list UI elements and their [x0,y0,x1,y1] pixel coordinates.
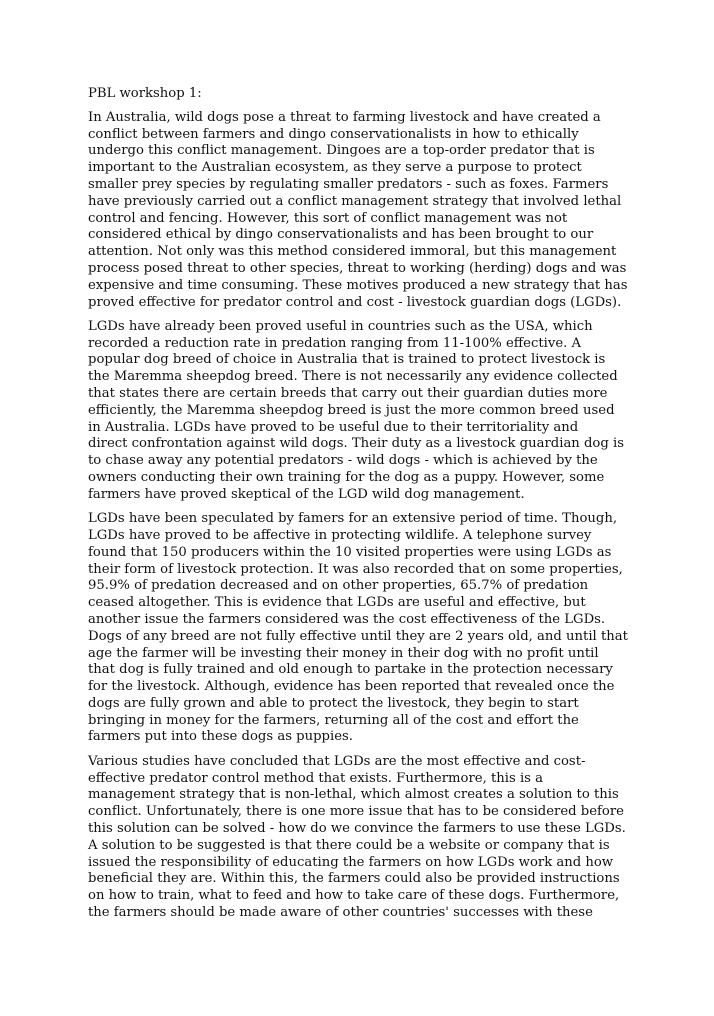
text-line: for the livestock. Although, evidence has been reported that revealed once the [88,679,615,695]
text-line: bringing in money for the farmers, returning all of the cost and effort the [88,712,579,728]
text-line: proved effective for predator control and cost - livestock guardian dogs (LGDs). [88,294,622,310]
text-line: Various studies have concluded that LGDs are the most effective and cost- [88,753,586,769]
text-line: management strategy that is non-lethal, which almost creates a solution to this [88,787,619,803]
body-paragraph [88,754,636,922]
text-line: that dog is fully trained and old enough to partake in the protection necessary [88,662,613,678]
text-line: LGDs have already been proved useful in countries such as the USA, which [88,318,593,334]
text-line: Dogs of any breed are not fully effective until they are 2 years old, and until that [88,628,628,644]
text-line: In Australia, wild dogs pose a threat to farming livestock and have created a [88,109,601,125]
text-line: efficiently, the Maremma sheepdog breed is just the more common breed used [88,402,615,418]
text-line: undergo this conflict management. Dingoes are a top-order predator that is [88,143,595,159]
document-body [88,110,636,922]
text-line: another issue the farmers considered was the cost effectiveness of the LGDs. [88,611,606,627]
text-line: smaller prey species by regulating smaller predators - such as foxes. Farmers [88,176,609,192]
text-line: A solution to be suggested is that there could be a website or company that is [88,837,610,853]
text-line: process posed threat to other species, threat to working (herding) dogs and was [88,260,627,276]
text-line: conflict. Unfortunately, there is one more issue that has to be considered before [88,804,624,820]
text-line: in Australia. LGDs have proved to be useful due to their territoriality and [88,419,579,435]
body-paragraph [88,110,636,312]
text-line: to chase away any potential predators - wild dogs - which is achieved by the [88,453,598,469]
text-line: farmers put into these dogs as puppies. [88,729,353,745]
body-paragraph [88,511,636,746]
text-line: conflict between farmers and dingo conservationalists in how to ethically [88,126,579,142]
text-line: their form of livestock protection. It was also recorded that on some properties, [88,561,623,577]
text-line: dogs are fully grown and able to protect the livestock, they begin to start [88,695,579,711]
text-line: considered ethical by dingo conservationalists and has been brought to our [88,227,594,243]
text-line: on how to train, what to feed and how to take care of these dogs. Furthermore, [88,888,620,904]
text-line: found that 150 producers within the 10 visited properties were using LGDs as [88,544,612,560]
text-line: important to the Australian ecosystem, as they serve a purpose to protect [88,160,582,176]
text-line: 95.9% of predation decreased and on other properties, 65.7% of predation [88,578,589,594]
text-line: this solution can be solved - how do we convince the farmers to use these LGDs. [88,820,626,836]
text-line: the Maremma sheepdog breed. There is not necessarily any evidence collected [88,369,618,385]
text-line: have previously carried out a conflict management strategy that involved lethal [88,193,622,209]
text-line: farmers have proved skeptical of the LGD wild dog management. [88,486,525,502]
text-line: expensive and time consuming. These motives produced a new strategy that has [88,277,628,293]
document-title: PBL workshop 1: [88,86,202,101]
text-line: effective predator control method that exists. Furthermore, this is a [88,770,543,786]
text-line: that states there are certain breeds that carry out their guardian duties more [88,386,608,402]
text-line: popular dog breed of choice in Australia that is trained to protect livestock is [88,352,606,368]
text-line: age the farmer will be investing their money in their dog with no profit until [88,645,599,661]
text-line: LGDs have proved to be affective in protecting wildlife. A telephone survey [88,527,592,543]
text-line: LGDs have been speculated by famers for an extensive period of time. Though, [88,511,618,527]
text-line: the farmers should be made aware of other countries' successes with these [88,904,593,920]
text-line: recorded a reduction rate in predation ranging from 11-100% effective. A [88,335,582,351]
text-line: control and fencing. However, this sort of conflict management was not [88,210,568,226]
text-line: attention. Not only was this method considered immoral, but this management [88,244,617,260]
body-paragraph [88,319,636,504]
text-line: direct confrontation against wild dogs. Their duty as a livestock guardian dog is [88,436,624,452]
document-page [88,86,636,929]
text-line: issued the responsibility of educating the farmers on how LGDs work and how [88,854,614,870]
text-line: beneficial they are. Within this, the farmers could also be provided instructions [88,871,620,887]
text-line: owners conducting their own training for the dog as a puppy. However, some [88,470,605,486]
text-line: ceased altogether. This is evidence that LGDs are useful and effective, but [88,595,586,611]
